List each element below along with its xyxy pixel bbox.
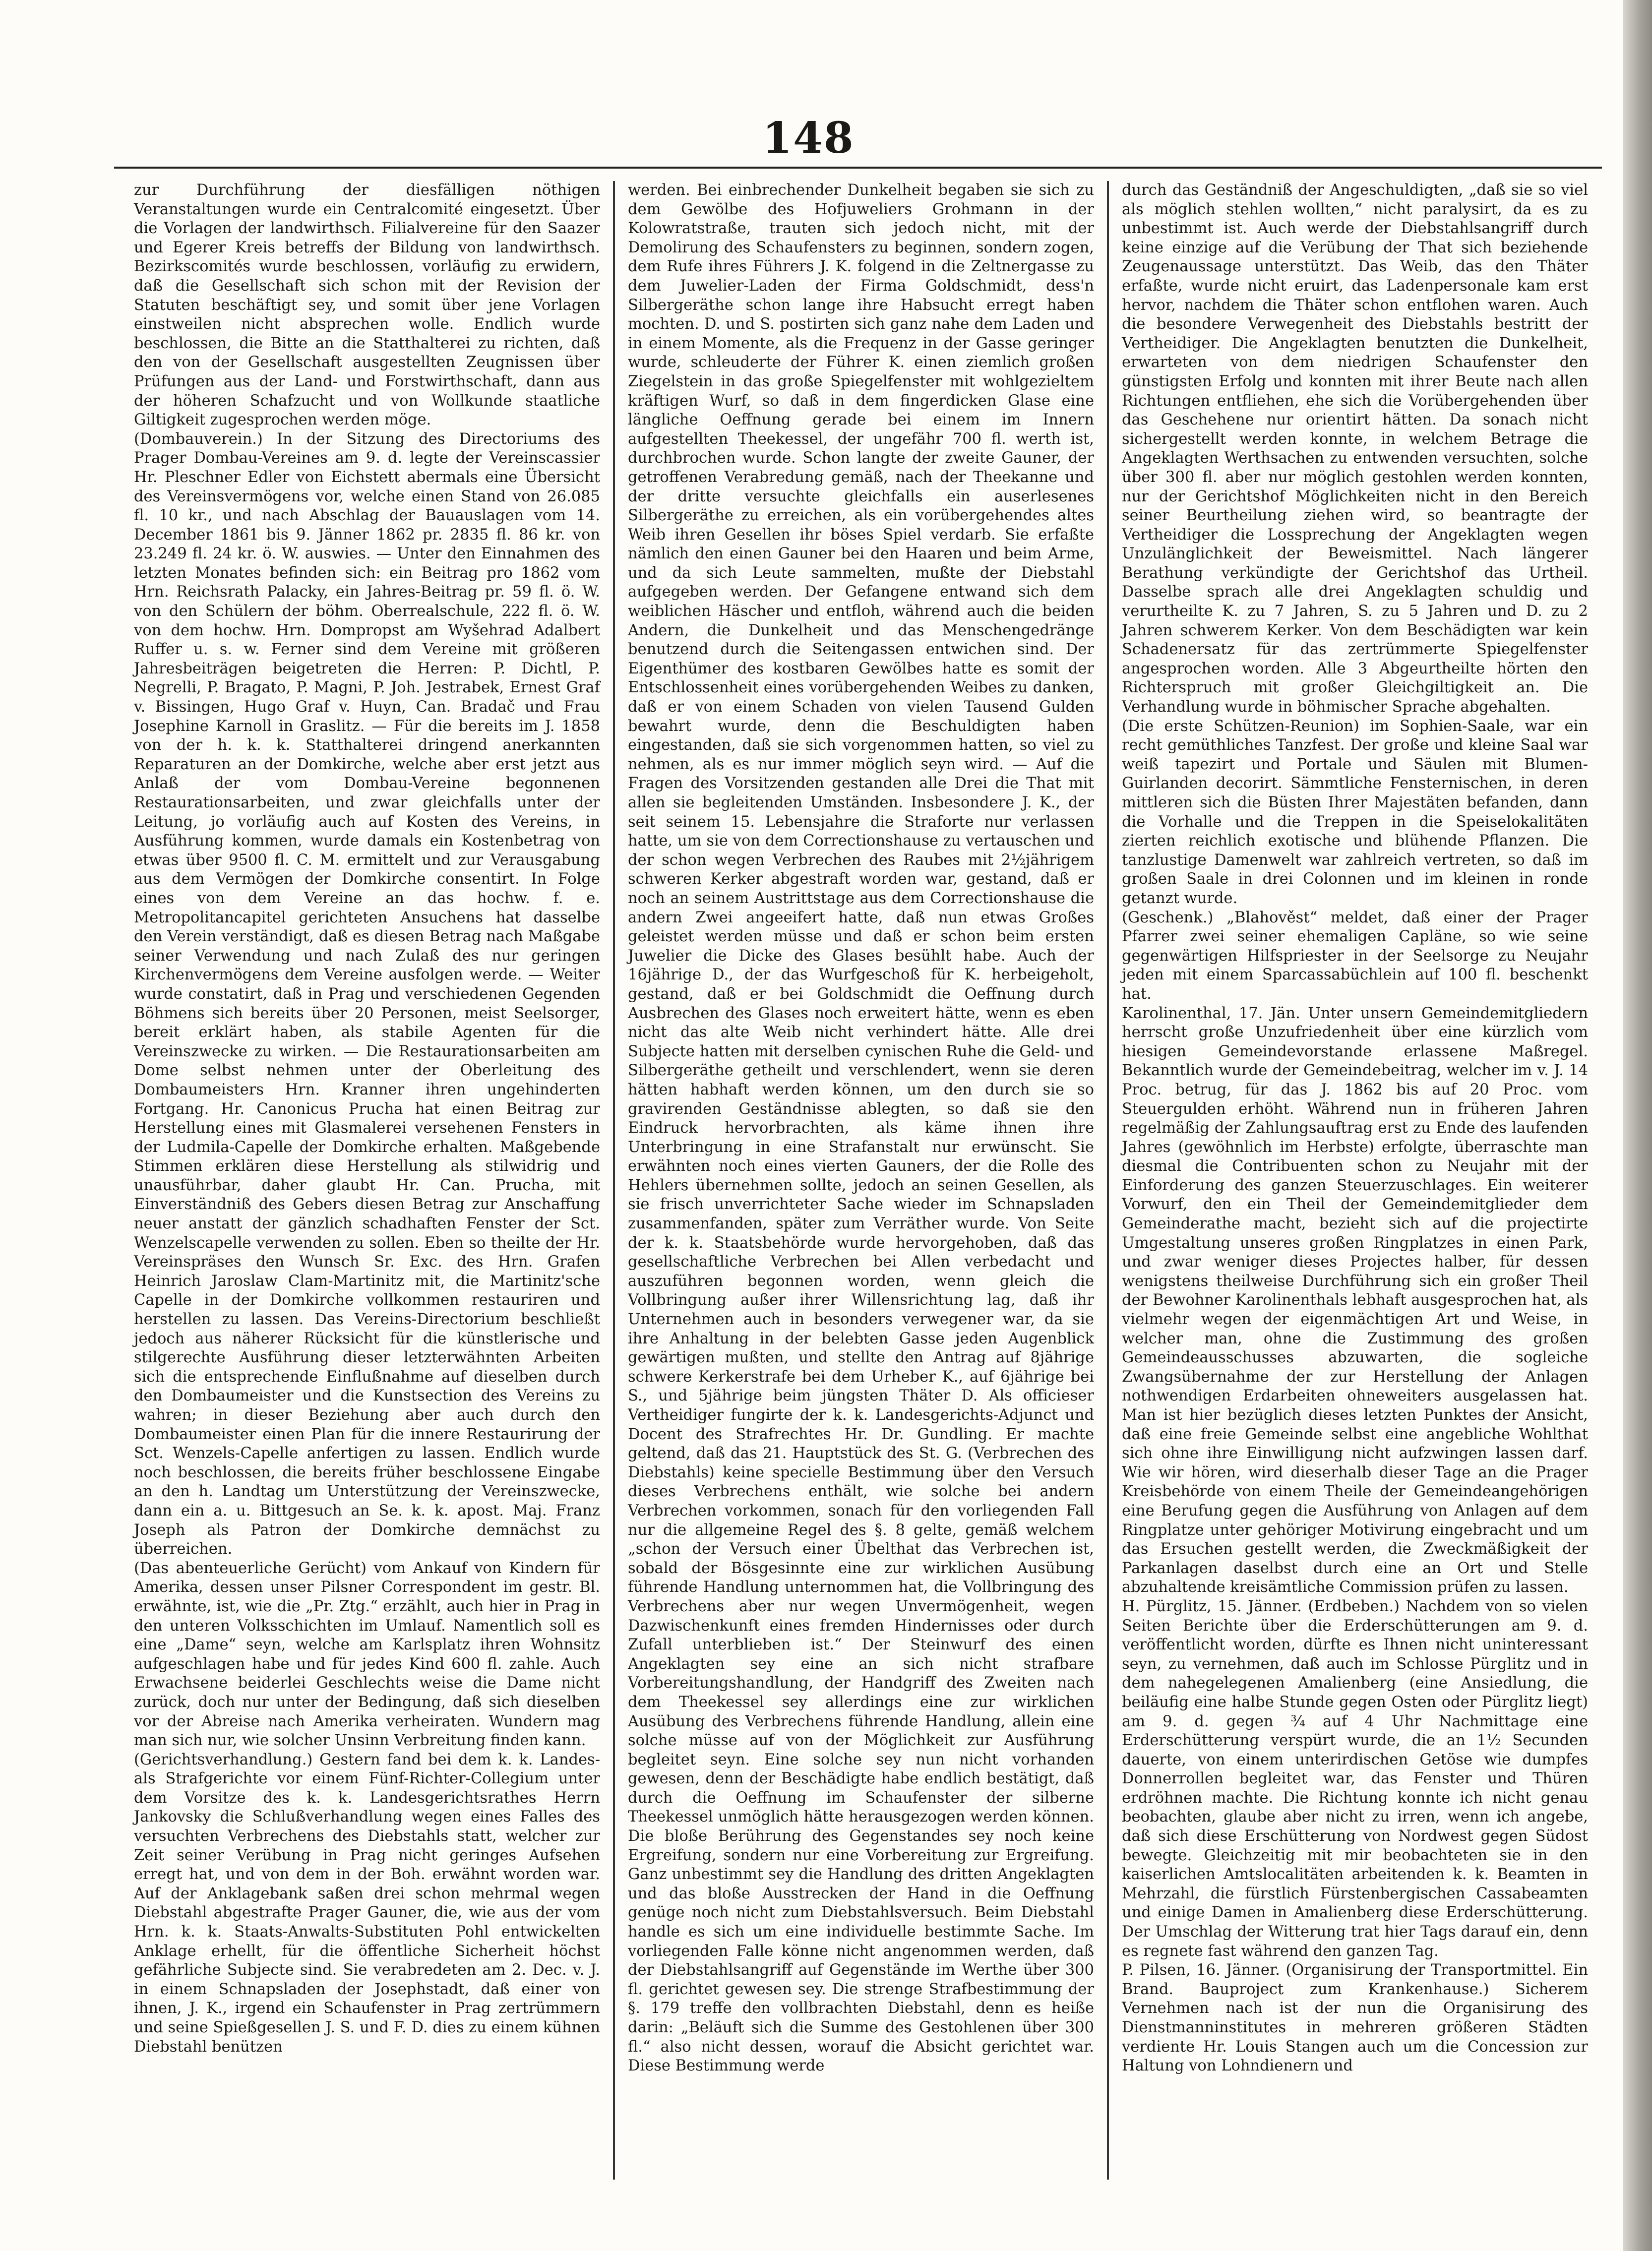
column-divider <box>1107 181 1109 2180</box>
article-paragraph: durch das Geständniß der Angeschuldigten, „daß sie so viel als möglich stehlen wollten,“ nicht paralysirt, da es zu unbestimmt ist. Auch werde der Diebstahlsangriff durch keine einzige auf die Verübung der That sich beziehende Zeugenaussage unterstützt. Das Weib, das den Thäter erfaßte, wurde nicht eruirt, das Ladenpersonale kam erst hervor, nachdem die Thäter schon entflohen waren. Auch die besondere Verwegenheit des Diebstahls bestritt der Vertheidiger. Die Angeklagten benutzten die Dunkelheit, erwarteten von dem niedrigen Schaufenster den günstigsten Erfolg und konnten mit ihrer Beute nach allen Richtungen entfliehen, ehe sich die Vorübergehenden über das Geschehene nur orientirt hätten. Da sonach nicht sichergestellt werden konnte, in welchem Betrage die Angeklagten Werthsachen zu entwenden versuchten, solche über 300 fl. aber nur möglich gestohlen werden konnten, nur der Gerichtshof Möglichkeiten nicht in den Bereich seiner Beurtheilung ziehen wird, so beantragte der Vertheidiger die Lossprechung der Angeklagten wegen Unzulänglichkeit der Beweismittel. Nach längerer Berathung verkündigte der Gerichtshof das Urtheil. Dasselbe sprach alle drei Angeklagten schuldig und verurtheilte K. zu 7 Jahren, S. zu 5 Jahren und D. zu 2 Jahren schwerem Kerker. Von dem Beschädigten war kein Schadenersatz für das zertrümmerte Spiegelfenster angesprochen worden. Alle 3 Abgeurtheilte hörten den Richterspruch mit großer Gleichgiltigkeit an. Die Verhandlung wurde in böhmischer Sprache abgehalten. <box>1122 182 1588 716</box>
column-3 <box>1112 181 1598 2190</box>
article-pilsen: P. Pilsen, 16. Jänner. (Organisirung der Transportmittel. Ein Brand. Bauproject zum Krankenhause.) Sicherem Vernehmen nach ist der nun die Organisirung des Dienstmanninstitutes in mehreren größeren Städten verdiente Hr. Louis Stangen auch um die Concession zur Haltung von Lohndienern und <box>1122 1961 1588 2075</box>
column-divider <box>613 181 615 2180</box>
article-geruecht: (Das abenteuerliche Gerücht) vom Ankauf von Kindern für Amerika, dessen unser Pilsner Correspondent im gestr. Bl. erwähnte, ist, wie die „Pr. Ztg.“ erzählt, auch hier in Prag in den unteren Volksschichten im Umlauf. Namentlich soll es eine „Dame“ seyn, welche am Karlsplatz ihren Wohnsitz aufgeschlagen habe und für jedes Kind 600 fl. zahle. Auch Erwachsene beiderlei Geschlechts weise die Dame nicht zurück, doch nur unter der Bedingung, daß sich dieselben vor der Abreise nach Amerika verheiraten. Wundern mag man sich nur, wie solcher Unsinn Verbreitung finden kann. <box>134 1559 600 1750</box>
article-paragraph: zur Durchführung der diesfälligen nöthigen Veranstaltungen wurde ein Centralcomité eingesetzt. Über die Vorlagen der landwirthsch. Filialvereine für den Saazer und Egerer Kreis betreffs der Bildung von landwirthsch. Bezirkscomités wurde beschlossen, vorläufig zu erwidern, daß die Gesellschaft sich schon mit der Revision der Statuten beschäftigt sey, und somit über jene Vorlagen einstweilen nicht absprechen wolle. Endlich wurde beschlossen, die Bitte an die Statthalterei zu richten, daß den von der Gesellschaft ausgestellten Zeugnissen über Prüfungen aus der Land- und Forstwirthschaft, dann aus der höheren Schafzucht und von Wollkunde staatliche Giltigkeit zugesprochen werden möge. <box>134 182 600 429</box>
text-columns <box>124 181 1607 2190</box>
article-karolinenthal: Karolinenthal, 17. Jän. Unter unsern Gemeindemitgliedern herrscht große Unzufriedenheit über eine kürzlich vom hiesigen Gemeindevorstande erlassene Maßregel. Bekanntlich wurde der Gemeindebeitrag, welcher im v. J. 14 Proc. betrug, für das J. 1862 bis auf 20 Proc. vom Steuergulden erhöht. Während nun in früheren Jahren regelmäßig der Zahlungsauftrag erst zu Ende des laufenden Jahres (gewöhnlich im Herbste) erfolgte, überraschte man diesmal die Contribuenten schon zu Neujahr mit der Einforderung des ganzen Steuerzuschlages. Ein weiterer Vorwurf, den ein Theil der Gemeindemitglieder dem Gemeinderathe macht, bezieht sich auf die projectirte Umgestaltung unseres großen Ringplatzes in einen Park, und zwar weniger dieses Projectes halber, für dessen wenigstens theilweise Durchführung sich ein großer Theil der Bewohner Karolinenthals lebhaft ausgesprochen hat, als vielmehr wegen der eigenmächtigen Art und Weise, in welcher man, ohne die Zustimmung des großen Gemeindeausschusses abzuwarten, die sogleiche Zwangsübernahme der zur Herstellung der Anlagen nothwendigen Erdarbeiten ohneweiters ausgelassen hat. Man ist hier bezüglich dieses letzten Punktes der Ansicht, daß eine freie Gemeinde selbst eine angebliche Wohlthat sich ohne ihre Einwilligung nicht aufzwingen lassen darf. Wie wir hören, wird dieserhalb dieser Tage an die Prager Kreisbehörde von einem Theile der Gemeindeangehörigen eine Berufung gegen die Ausführung von Anlagen auf dem Ringplatze unter gehöriger Motivirung eingebracht und um das Ersuchen gestellt werden, die Zweckmäßigkeit der Parkanlagen daselbst durch eine an Ort und Stelle abzuhaltende kreisämtliche Commission prüfen zu lassen. <box>1122 1004 1588 1596</box>
article-gerichtsverhandlung: (Gerichtsverhandlung.) Gestern fand bei dem k. k. Landes- als Strafgerichte vor einem Fünf-Richter-Collegium unter dem Vorsitze des k. k. Landesgerichtsrathes Herrn Jankovsky die Schlußverhandlung wegen eines Falles des versuchten Verbrechens des Diebstahls statt, welcher zur Zeit seiner Verübung in Prag nicht geringes Aufsehen erregt hat, und von dem in der Boh. erwähnt worden war. Auf der Anklagebank saßen drei schon mehrmal wegen Diebstahl abgestrafte Prager Gauner, die, wie aus der vom Hrn. k. k. Staats-Anwalts-Substituten Pohl entwickelten Anklage erhellt, für die öffentliche Sicherheit höchst gefährliche Subjecte sind. Sie verabredeten am 2. Dec. v. J. in einem Schnapsladen der Josephstadt, daß einer von ihnen, J. K., irgend ein Schaufenster in Prag zertrümmern und seine Spießgesellen J. S. und F. D. dies zu einem kühnen Diebstahl benützen <box>134 1751 600 2056</box>
article-dombauverein: (Dombauverein.) In der Sitzung des Directoriums des Prager Dombau-Vereines am 9. d. legte der Vereinscassier Hr. Pleschner Edler von Eichstett abermals eine Übersicht des Vereinsvermögens vor, welche einen Stand von 26.085 fl. 10 kr., und nach Abschlag der Bauauslagen vom 14. December 1861 bis 9. Jänner 1862 pr. 2835 fl. 86 kr. von 23.249 fl. 24 kr. ö. W. auswies. — Unter den Einnahmen des letzten Monates befinden sich: ein Beitrag pro 1862 vom Hrn. Reichsrath Palacky, ein Jahres-Beitrag pr. 59 fl. ö. W. von den Schülern der böhm. Oberrealschule, 222 fl. ö. W. von dem hochw. Hrn. Dompropst am Wyšehrad Adalbert Ruffer u. s. w. Ferner sind dem Vereine mit größeren Jahresbeiträgen beigetreten die Herren: P. Dichtl, P. Negrelli, P. Bragato, P. Magni, P. Joh. Jestrabek, Ernest Graf v. Bissingen, Hugo Graf v. Huyn, Can. Bradač und Frau Josephine Karnoll in Graslitz. — Für die bereits im J. 1858 von der h. k. k. Statthalterei dringend anerkannten Reparaturen an der Domkirche, welche aber erst jetzt aus Anlaß der vom Dombau-Vereine begonnenen Restaurationsarbeiten, und zwar gleichfalls unter der Leitung, jo vorläufig auch auf Kosten des Vereins, in Ausführung kommen, wurde damals ein Kostenbetrag von etwas über 9500 fl. C. M. ermittelt und zur Verausgabung aus dem Vermögen der Domkirche consentirt. In Folge eines von dem Vereine an das hochw. f. e. Metropolitancapitel gerichteten Ansuchens hat dasselbe den Verein verständigt, daß es diesen Betrag nach Maßgabe seiner Verwendung und nach Zulaß des nur geringen Kirchenvermögens dem Vereine ausfolgen werde. — Weiter wurde constatirt, daß in Prag und verschiedenen Gegenden Böhmens sich bereits über 20 Personen, meist Seelsorger, bereit erklärt haben, als stabile Agenten für die Vereinszwecke zu wirken. — Die Restaurationsarbeiten am Dome selbst nehmen unter der Oberleitung des Dombaumeisters Hrn. Kranner ihren ungehinderten Fortgang. Hr. Canonicus Prucha hat einen Beitrag zur Herstellung eines mit Glasmalerei versehenen Fensters in der Ludmila-Capelle der Domkirche erhalten. Maßgebende Stimmen erklären diese Herstellung als stilwidrig und unausführbar, daher glaubt Hr. Can. Prucha, mit Einverständniß des Gebers diesen Betrag zur Anschaffung neuer anstatt der gänzlich schadhaften Fenster der Sct. Wenzelscapelle verwenden zu sollen. Eben so theilte der Hr. Vereinspräses den Wunsch Sr. Exc. des Hrn. Grafen Heinrich Jaroslaw Clam-Martinitz mit, die Martinitz'sche Capelle in der Domkirche vollkommen restauriren und herstellen zu lassen. Das Vereins-Directorium beschließt jedoch aus näherer Rücksicht für die künstlerische und stilgerechte Ausführung dieser letzterwähnten Arbeiten sich die entsprechende Einflußnahme auf dieselben durch den Dombaumeister und die Kunstsection des Vereins zu wahren; in dieser Beziehung aber auch durch den Dombaumeister einen Plan für die innere Restaurirung der Sct. Wenzels-Capelle anfertigen zu lassen. Endlich wurde noch beschlossen, die bereits früher beschlossene Eingabe an den h. Landtag um Unterstützung der Vereinszwecke, dann ein a. u. Bittgesuch an Se. k. k. apost. Maj. Franz Joseph als Patron der Domkirche demnächst zu überreichen. <box>134 430 600 1558</box>
article-puerglitz: H. Pürglitz, 15. Jänner. (Erdbeben.) Nachdem von so vielen Seiten Berichte über die Erderschütterungen am 9. d. veröffentlicht worden, dürfte es Ihnen nicht uninteressant seyn, zu vernehmen, daß auch im Schlosse Pürglitz und in dem nahegelegenen Amalienberg (eine Ansiedlung, die beiläufig eine halbe Stunde gegen Osten oder Pürglitz liegt) am 9. d. gegen ¾ auf 4 Uhr Nachmittage eine Erderschütterung verspürt wurde, die an 1½ Secunden dauerte, von einem unterirdischen Getöse wie dumpfes Donnerrollen begleitet war, das Fenster und Thüren erdröhnen machte. Die Richtung konnte ich nicht genau beobachten, glaube aber nicht zu irren, wenn ich angebe, daß sich diese Erschütterung von Nordwest gegen Südost bewegte. Gleichzeitig mit mir beobachteten sie in den kaiserlichen Amtslocalitäten arbeitenden k. k. Beamten in Mehrzahl, die fürstlich Fürstenbergischen Cassabeamten und einige Damen in Amalienberg diese Erderschütterung. Der Umschlag der Witterung trat hier Tags darauf ein, denn es regnete fast während den ganzen Tag. <box>1122 1597 1588 1960</box>
article-paragraph: werden. Bei einbrechender Dunkelheit begaben sie sich zu dem Gewölbe des Hofjuweliers Grohmann in der Kolowratstraße, trauten sich jedoch nicht, mit der Demolirung des Schaufensters zu beginnen, sondern zogen, dem Rufe ihres Führers J. K. folgend in die Zeltnergasse zu dem Juwelier-Laden der Firma Goldschmidt, dess'n Silbergeräthe schon lange ihre Habsucht erregt haben mochten. D. und S. postirten sich ganz nahe dem Laden und in einem Momente, als die Frequenz in der Gasse geringer wurde, schleuderte der Führer K. einen ziemlich großen Ziegelstein in das große Spiegelfenster mit wohlgezieltem kräftigen Wurf, so daß in dem fingerdicken Glase eine längliche Oeffnung gerade bei einem im Innern aufgestellten Theekessel, der ungefähr 700 fl. werth ist, durchbrochen wurde. Schon langte der zweite Gauner, der getroffenen Verabredung gemäß, nach der Theekanne und der dritte versuchte gleichfalls ein auserlesenes Silbergeräthe zu erreichen, als ein vorübergehendes altes Weib ihren Gesellen ihr böses Spiel verdarb. Sie erfaßte nämlich den einen Gauner bei den Haaren und beim Arme, und da sich Leute sammelten, mußte der Diebstahl aufgegeben werden. Der Gefangene entwand sich dem weiblichen Häscher und entfloh, während auch die beiden Andern, die Dunkelheit und das Menschengedränge benutzend durch die Seitengassen entwichen sind. Der Eigenthümer des kostbaren Gewölbes hatte es somit der Entschlossenheit eines vorübergehenden Weibes zu danken, daß er von einem Schaden von vielen Tausend Gulden bewahrt wurde, denn die Beschuldigten haben eingestanden, daß sie sich vorgenommen hatten, so viel zu nehmen, als es nur immer möglich seyn wird. — Auf die Fragen des Vorsitzenden gestanden alle Drei die That mit allen sie begleitenden Umständen. Insbesondere J. K., der seit seinem 15. Lebensjahre die Straforte nur verlassen hatte, um sie von dem Correctionshause zu vertauschen und der schon wegen Verbrechen des Raubes mit 2½jährigem schweren Kerker abgestraft worden war, gestand, daß er noch an seinem Austrittstage aus dem Correctionshause die andern Zwei angeeifert hatte, daß nun etwas Großes geleistet werden müsse und daß er schon beim ersten Juwelier die Dicke des Glases besühlt habe. Auch der 16jährige D., der das Wurfgeschoß für K. herbeigeholt, gestand, daß er bei Goldschmidt die Oeffnung durch Ausbrechen des Glases noch erweitert hätte, wenn es eben nicht das alte Weib nicht verhindert hätte. Alle drei Subjecte hatten mit derselben cynischen Ruhe die Geld- und Silbergeräthe getheilt und verschlendert, wenn sie deren hätten habhaft werden können, um den durch sie so gravirenden Geständnisse ablegten, so daß sie den Eindruck hervorbrachten, als käme ihnen ihre Unterbringung in eine Strafanstalt nur erwünscht. Sie erwähnten noch eines vierten Gauners, der die Rolle des Hehlers übernehmen sollte, jedoch an seinen Gesellen, als sie frisch unverrichteter Sache wieder im Schnapsladen zusammenfanden, später zum Verräther wurde. Von Seite der k. k. Staatsbehörde wurde hervorgehoben, daß das gesellschaftliche Verbrechen bei Allen verbedacht und auszuführen begonnen worden, wenn gleich die Vollbringung außer ihrer Willensrichtung lag, daß ihr Unternehmen auch in besonders verwegener war, da sie ihre Anhaltung in der belebten Gasse jeden Augenblick gewärtigen mußten, und stellte den Antrag auf 8jährige schwere Kerkerstrafe bei dem Urheber K., auf 6jährige bei S., und 5jährige beim jüngsten Thäter D. Als officieser Vertheidiger fungirte der k. k. Landesgerichts-Adjunct und Docent des Strafrechtes Hr. Dr. Gundling. Er machte geltend, daß das 21. Hauptstück des St. G. (Verbrechen des Diebstahls) keine specielle Bestimmung über den Versuch dieses Verbrechens enthält, wie solche bei andern Verbrechen vorkommen, sonach für den vorliegenden Fall nur die allgemeine Regel des §. 8 gelte, gemäß welchem „schon der Versuch einer Übelthat das Verbrechen ist, sobald der Bösgesinnte eine zur wirklichen Ausübung führende Handlung unternommen hat, die Vollbringung des Verbrechens aber nur wegen Unvermögenheit, wegen Dazwischenkunft eines fremden Hindernisses oder durch Zufall unterblieben ist.“ Der Steinwurf des einen Angeklagten sey eine an sich nicht strafbare Vorbereitungshandlung, der Handgriff des Zweiten nach dem Theekessel sey allerdings eine zur wirklichen Ausübung des Verbrechens führende Handlung, allein eine solche müsse auf von der Möglichkeit zur Ausführung begleitet seyn. Eine solche sey nun nicht vorhanden gewesen, denn der Beschädigte habe endlich bestätigt, daß durch die Oeffnung im Schaufenster der silberne Theekessel unmöglich hätte herausgezogen werden können. Die bloße Berührung des Gegenstandes sey noch keine Ergreifung, sondern nur eine Vorbereitung zur Ergreifung. Ganz unbestimmt sey die Handlung des dritten Angeklagten und das bloße Ausstrecken der Hand in die Oeffnung genüge noch nicht zum Diebstahlsversuch. Beim Diebstahl handle es sich um eine individuelle bestimmte Sache. Im vorliegenden Falle könne nicht angenommen werden, daß der Diebstahlsangriff auf Gegenstände im Werthe über 300 fl. gerichtet gewesen sey. Die strenge Strafbestimmung der §. 179 treffe den vollbrachten Diebstahl, denn es heiße darin: „Beläuft sich die Summe des Gestohlenen über 300 fl.“ also nicht dessen, worauf die Absicht gerichtet war. Diese Bestimmung werde <box>628 182 1094 2075</box>
column-2 <box>618 181 1104 2190</box>
article-schuetzen-reunion: (Die erste Schützen-Reunion) im Sophien-Saale, war ein recht gemüthliches Tanzfest. Der große und kleine Saal war weiß tapezirt und Portale und Säulen mit Blumen-Guirlanden decorirt. Sämmtliche Fensternischen, in deren mittleren sich die Büsten Ihrer Majestäten befanden, dann die Vorhalle und die Treppen in die Speiselokalitäten zierten reichlich exotische und blühende Pflanzen. Die tanzlustige Damenwelt war zahlreich vertreten, so daß im großen Saale in drei Colonnen und im kleinen in ronde getanzt wurde. <box>1122 717 1588 907</box>
article-geschenk: (Geschenk.) „Blahověst“ meldet, daß einer der Prager Pfarrer zwei seiner ehemaligen Capläne, so wie seine gegenwärtigen Hilfspriester in der Seelsorge zu Neujahr jeden mit einem Sparcassabüchlein auf 100 fl. beschenkt hat. <box>1122 909 1588 1003</box>
page-number: 148 <box>762 113 855 163</box>
column-1 <box>124 181 610 2190</box>
scan-edge-shadow <box>1623 0 1652 2251</box>
header-rule <box>114 167 1602 169</box>
